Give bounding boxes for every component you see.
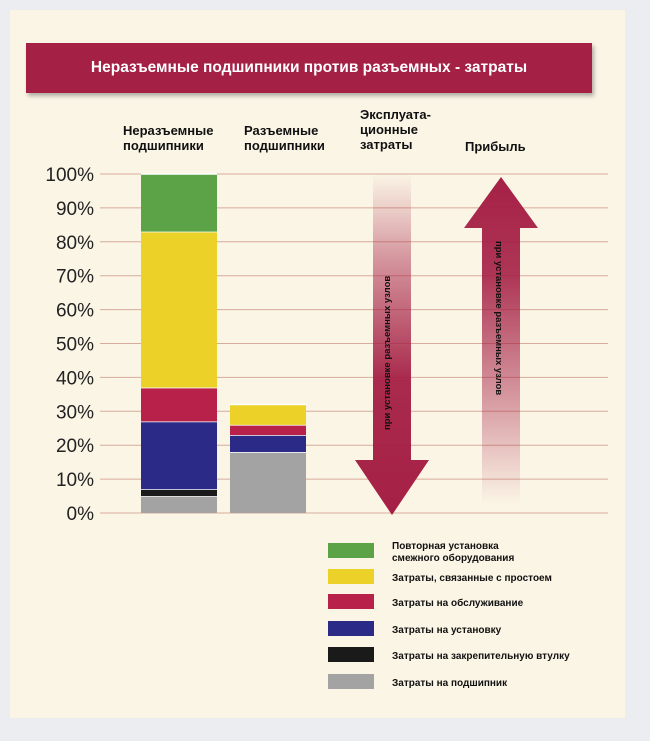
y-tick-label: 30%: [55, 402, 94, 424]
y-tick-label: 10%: [55, 470, 94, 492]
bar-segment: [230, 452, 306, 513]
legend-label: Затраты на обслуживание: [392, 598, 524, 609]
legend: [328, 541, 570, 689]
y-tick-label: 0%: [66, 504, 94, 525]
chart-title: Неразъемные подшипники против разъемных - затраты: [26, 43, 592, 93]
bar-segment: [141, 174, 217, 232]
legend-label: Затраты на закрепительную втулку: [392, 651, 570, 662]
y-tick-label: 80%: [55, 232, 94, 254]
y-tick-label: 20%: [55, 436, 94, 458]
bar-segment: [141, 421, 217, 489]
up-arrow-label: при установке разъемных узлов: [493, 241, 504, 396]
legend-label: Затраты на установку: [392, 625, 502, 636]
bar-segment: [230, 435, 306, 452]
legend-swatch: [328, 674, 374, 689]
legend-swatch: [328, 621, 374, 636]
column-header-profit: Прибыль: [465, 139, 526, 154]
column-header-split: Разъемные подшипники: [244, 123, 325, 153]
legend-swatch: [328, 594, 374, 609]
chart-panel: [10, 10, 625, 718]
y-tick-label: 90%: [55, 198, 94, 220]
legend-label: смежного оборудования: [392, 553, 515, 564]
y-tick-label: 100%: [45, 165, 94, 186]
legend-label: Затраты, связанные с простоем: [392, 573, 552, 584]
bar-chart: [10, 10, 625, 718]
legend-label: Повторная установка: [392, 541, 499, 552]
y-tick-label: 60%: [55, 300, 94, 322]
legend-swatch: [328, 543, 374, 558]
y-axis-ticks: [45, 165, 94, 525]
y-tick-label: 50%: [55, 334, 94, 356]
legend-swatch: [328, 569, 374, 584]
y-tick-label: 70%: [55, 266, 94, 288]
bar-segment: [141, 388, 217, 422]
bar-segment: [141, 489, 217, 496]
legend-swatch: [328, 647, 374, 662]
legend-label: Затраты на подшипник: [392, 678, 508, 689]
bar-segment: [141, 496, 217, 513]
column-header-operating: Эксплуата- ционные затраты: [360, 107, 431, 152]
bar-segment: [230, 425, 306, 435]
bar-segment: [141, 232, 217, 388]
down-arrow-label: при установке разъемных узлов: [382, 275, 393, 430]
y-tick-label: 40%: [55, 368, 94, 390]
column-header-solid: Неразъемные подшипники: [123, 123, 214, 153]
bar-segment: [230, 405, 306, 425]
